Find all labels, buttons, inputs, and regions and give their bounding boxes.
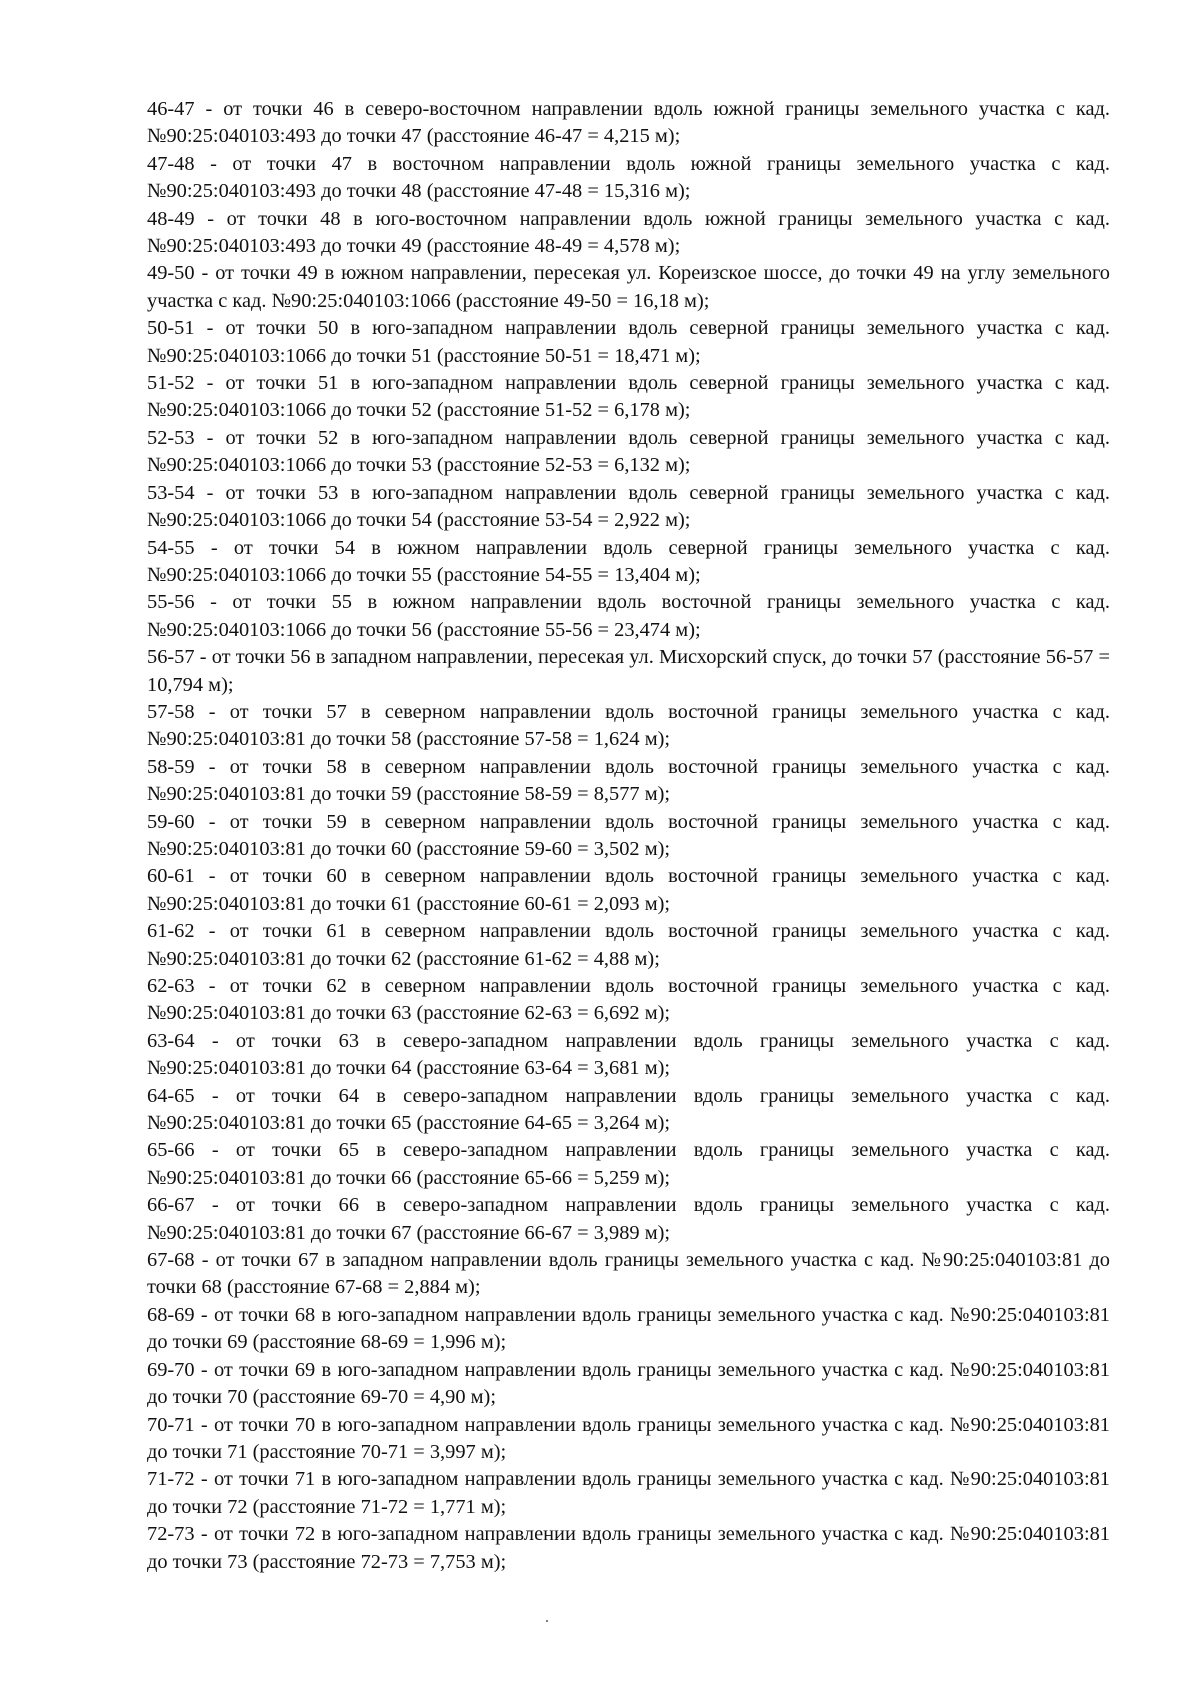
boundary-entry-53-54: 53-54 - от точки 53 в юго-западном направлении вдоль северной границы земельного участка с кад. №90:25:040103:1066 до точки 54 (расстояние 53-54 = 2,922 м); — [147, 481, 1110, 532]
boundary-entry-59-60: 59-60 - от точки 59 в северном направлении вдоль восточной границы земельного участка с кад. №90:25:040103:81 до точки 60 (расстояние 59-60 = 3,502 м); — [147, 810, 1110, 860]
boundary-entry-54-55: 54-55 - от точки 54 в южном направлении вдоль северной границы земельного участка с кад. №90:25:040103:1066 до точки 55 (расстояние 54-55 = 13,404 м); — [147, 536, 1110, 586]
boundary-entry-47-48: 47-48 - от точки 47 в восточном направлении вдоль южной границы земельного участка с кад. №90:25:040103:493 до точки 48 (расстояние 47-48 = 15,316 м); — [147, 152, 1110, 203]
boundary-entry-61-62: 61-62 - от точки 61 в северном направлении вдоль восточной границы земельного участка с кад. №90:25:040103:81 до точки 62 (расстояние 61-62 = 4,88 м); — [147, 920, 1110, 970]
boundary-entry-49-50: 49-50 - от точки 49 в южном направлении, пересекая ул. Кореизское шоссе, до точки 49 на углу земельного участка с кад. №90:25:040103:1066 (расстояние 49-50 = 16,18 м); — [147, 262, 1110, 312]
boundary-entry-72-73: 72-73 - от точки 72 в юго-западном направлении вдоль границы земельного участка с кад. №90:25:040103:81 до точки 73 (расстояние 72-73 = 7,753 м); — [147, 1523, 1110, 1573]
boundary-entry-62-63: 62-63 - от точки 62 в северном направлении вдоль восточной границы земельного участка с кад. №90:25:040103:81 до точки 63 (расстояние 62-63 = 6,692 м); — [147, 975, 1110, 1025]
boundary-entry-50-51: 50-51 - от точки 50 в юго-западном направлении вдоль северной границы земельного участка с кад. №90:25:040103:1066 до точки 51 (расстояние 50-51 = 18,471 м); — [147, 317, 1110, 367]
boundary-entry-69-70: 69-70 - от точки 69 в юго-западном направлении вдоль границы земельного участка с кад. №90:25:040103:81 до точки 70 (расстояние 69-70 = 4,90 м); — [147, 1358, 1110, 1409]
boundary-entry-66-67: 66-67 - от точки 66 в северо-западном направлении вдоль границы земельного участка с кад. №90:25:040103:81 до точки 67 (расстояние 66-67 = 3,989 м); — [147, 1194, 1110, 1244]
boundary-entry-70-71: 70-71 - от точки 70 в юго-западном направлении вдоль границы земельного участка с кад. №90:25:040103:81 до точки 71 (расстояние 70-71 = 3,997 м); — [147, 1413, 1110, 1463]
boundary-entry-67-68: 67-68 - от точки 67 в западном направлении вдоль границы земельного участка с кад. №90:25:040103:81 до точки 68 (расстояние 67-68 = 2,884 м); — [147, 1249, 1110, 1299]
boundary-entry-46-47: 46-47 - от точки 46 в северо-восточном направлении вдоль южной границы земельного участка с кад. №90:25:040103:493 до точки 47 (расстояние 46-47 = 4,215 м); — [147, 98, 1110, 148]
boundary-entry-52-53: 52-53 - от точки 52 в юго-западном направлении вдоль северной границы земельного участка с кад. №90:25:040103:1066 до точки 53 (расстояние 52-53 = 6,132 м); — [147, 426, 1110, 477]
boundary-entry-68-69: 68-69 - от точки 68 в юго-западном направлении вдоль границы земельного участка с кад. №90:25:040103:81 до точки 69 (расстояние 68-69 = 1,996 м); — [147, 1303, 1110, 1354]
boundary-entry-58-59: 58-59 - от точки 58 в северном направлении вдоль восточной границы земельного участка с кад. №90:25:040103:81 до точки 59 (расстояние 58-59 = 8,577 м); — [147, 755, 1110, 806]
boundary-entry-48-49: 48-49 - от точки 48 в юго-восточном направлении вдоль южной границы земельного участка с кад. №90:25:040103:493 до точки 49 (расстояние 48-49 = 4,578 м); — [147, 207, 1110, 258]
boundary-entry-64-65: 64-65 - от точки 64 в северо-западном направлении вдоль границы земельного участка с кад. №90:25:040103:81 до точки 65 (расстояние 64-65 = 3,264 м); — [147, 1084, 1110, 1135]
boundary-entry-60-61: 60-61 - от точки 60 в северном направлении вдоль восточной границы земельного участка с кад. №90:25:040103:81 до точки 61 (расстояние 60-61 = 2,093 м); — [147, 865, 1110, 915]
boundary-entry-57-58: 57-58 - от точки 57 в северном направлении вдоль восточной границы земельного участка с кад. №90:25:040103:81 до точки 58 (расстояние 57-58 = 1,624 м); — [147, 700, 1110, 751]
boundary-entry-63-64: 63-64 - от точки 63 в северо-западном направлении вдоль границы земельного участка с кад. №90:25:040103:81 до точки 64 (расстояние 63-64 = 3,681 м); — [147, 1029, 1110, 1080]
boundary-entry-71-72: 71-72 - от точки 71 в юго-западном направлении вдоль границы земельного участка с кад. №90:25:040103:81 до точки 72 (расстояние 71-72 = 1,771 м); — [147, 1468, 1110, 1518]
boundary-entry-65-66: 65-66 - от точки 65 в северо-западном направлении вдоль границы земельного участка с кад. №90:25:040103:81 до точки 66 (расстояние 65-66 = 5,259 м); — [147, 1139, 1110, 1189]
boundary-entry-51-52: 51-52 - от точки 51 в юго-западном направлении вдоль северной границы земельного участка с кад. №90:25:040103:1066 до точки 52 (расстояние 51-52 = 6,178 м); — [147, 372, 1110, 422]
document-page — [147, 96, 1110, 1576]
scan-speck — [546, 1620, 548, 1622]
boundary-entry-56-57: 56-57 - от точки 56 в западном направлении, пересекая ул. Мисхорский спуск, до точки 57 (расстояние 56-57 = 10,794 м); — [147, 646, 1110, 696]
boundary-entry-55-56: 55-56 - от точки 55 в южном направлении вдоль восточной границы земельного участка с кад. №90:25:040103:1066 до точки 56 (расстояние 55-56 = 23,474 м); — [147, 591, 1110, 641]
